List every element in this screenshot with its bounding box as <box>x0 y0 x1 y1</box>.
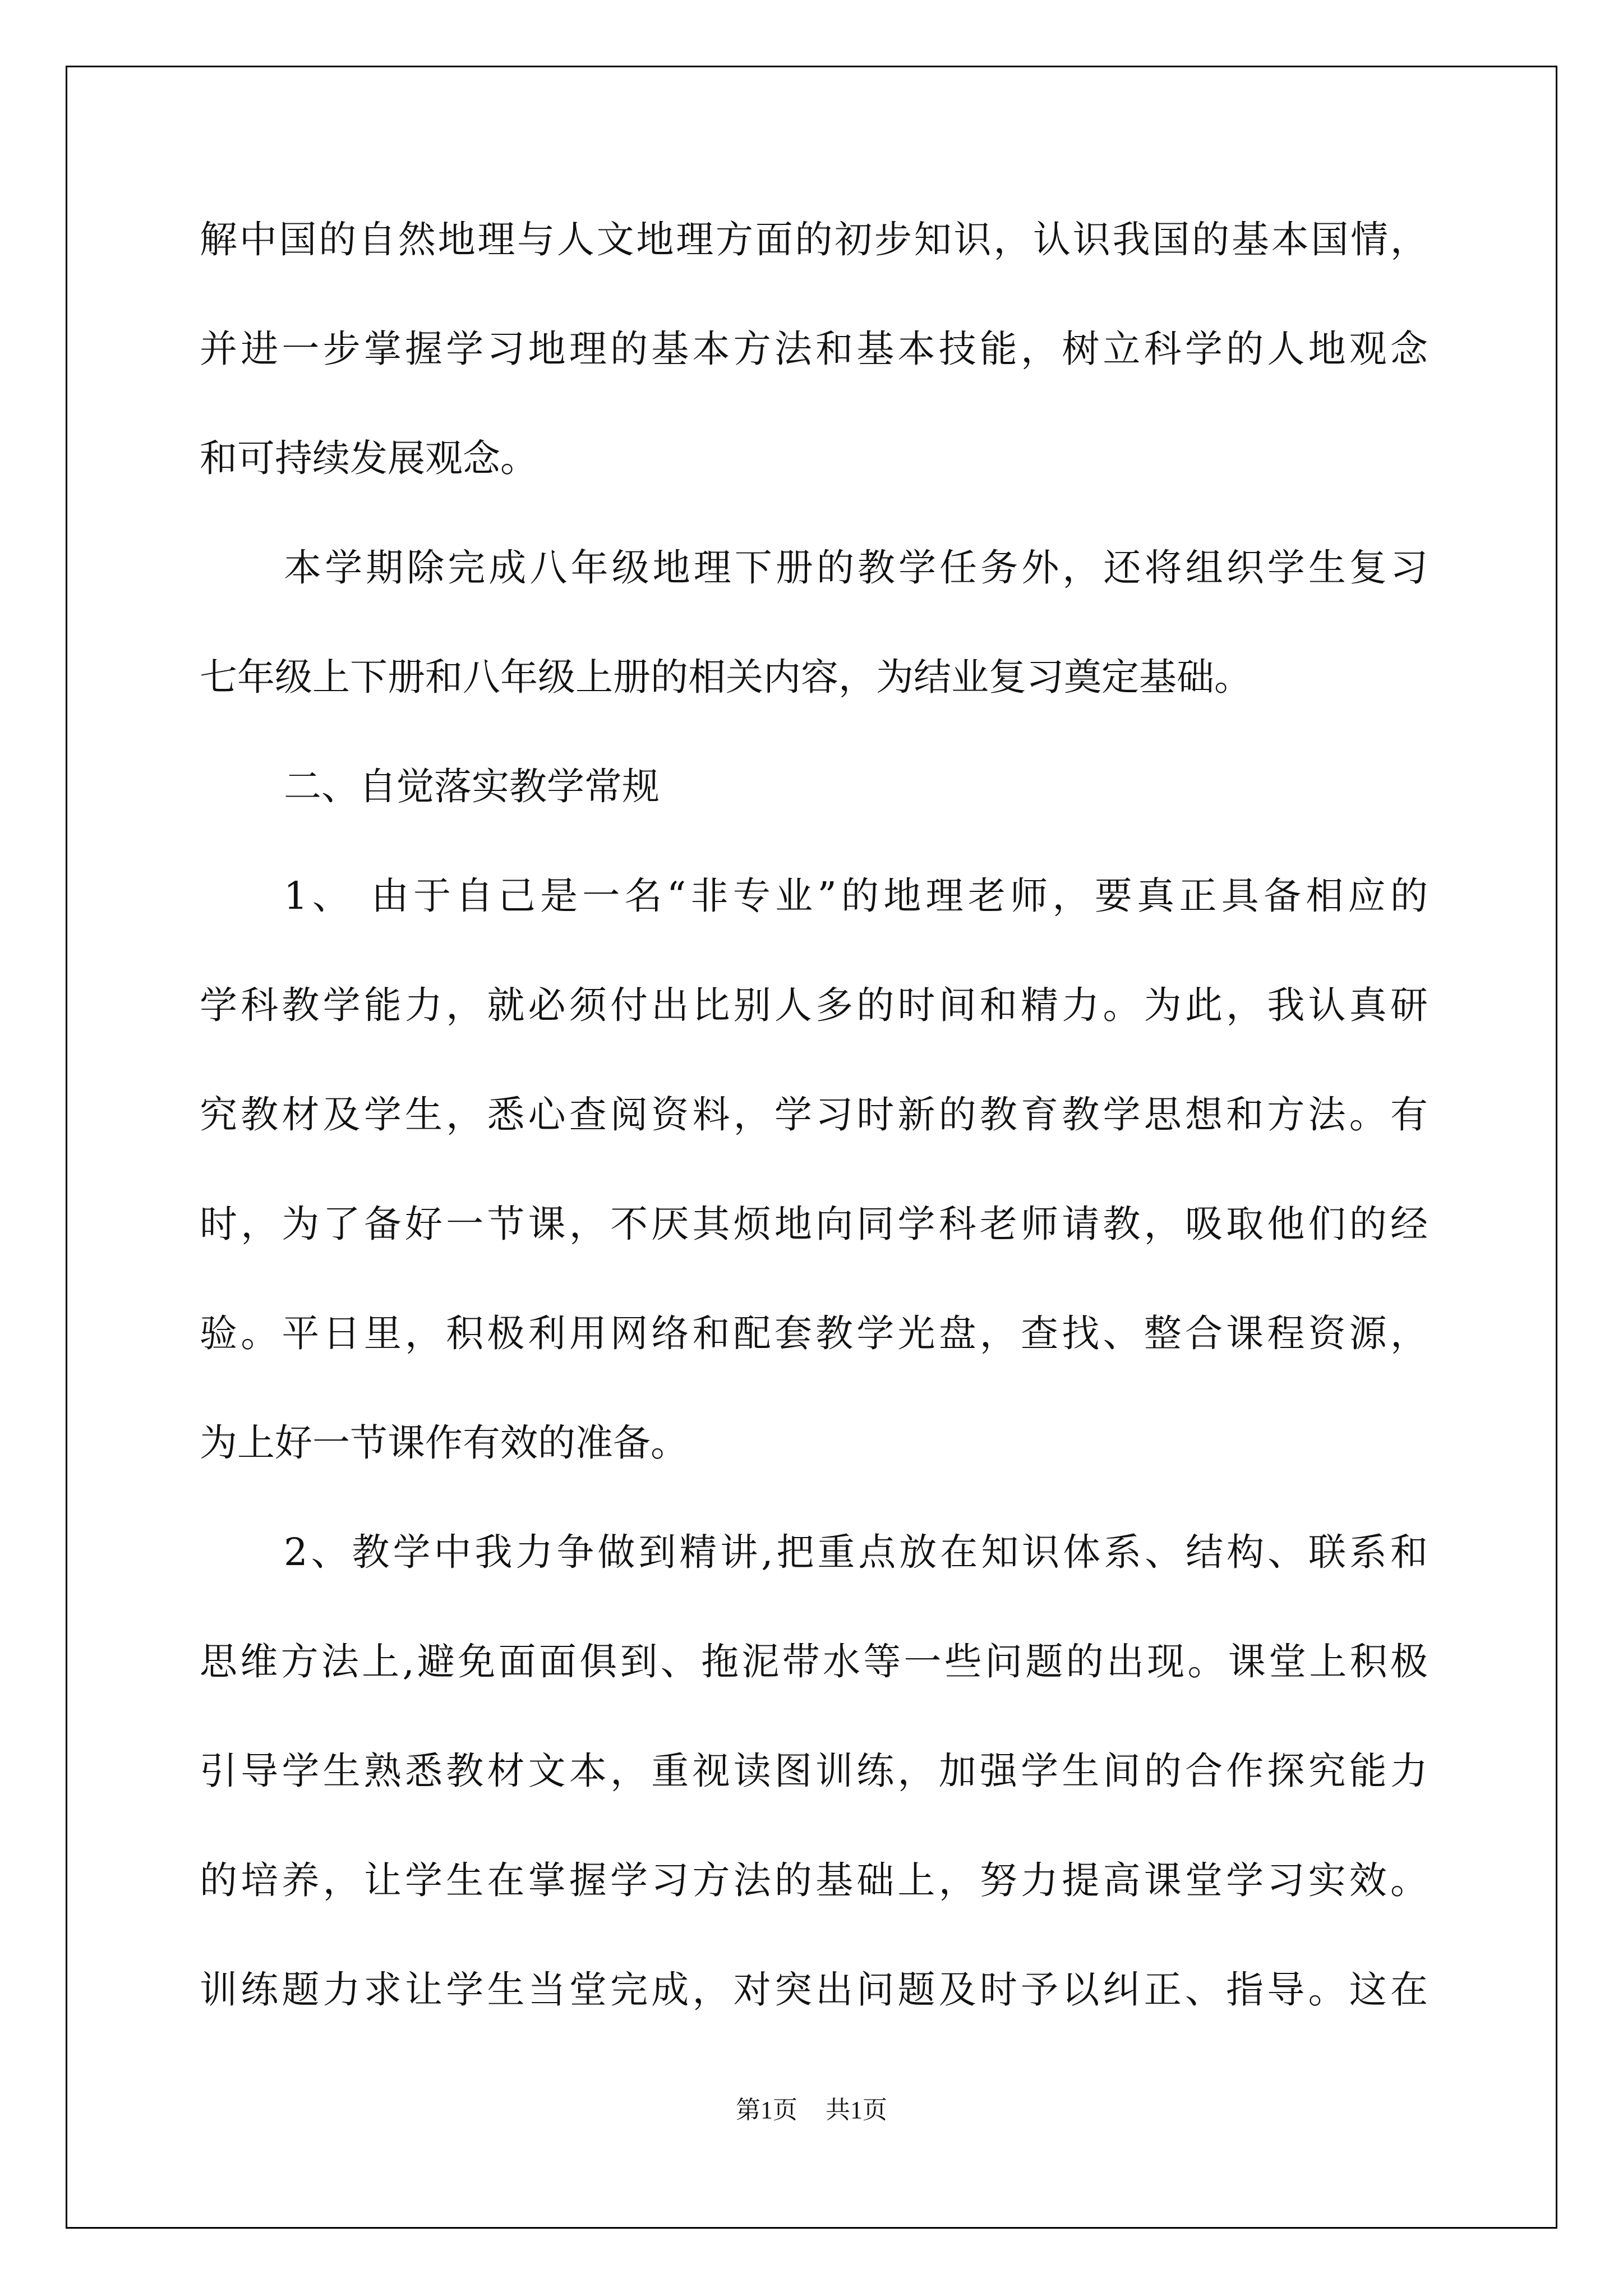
text-line: 思维方法上,避免面面俱到、拖泥带水等一些问题的出现。课堂上积极 <box>200 1640 1428 1683</box>
text-line: 1、 由于自己是一名“非专业”的地理老师，要真正具备相应的 <box>284 874 1428 918</box>
text-line: 学科教学能力，就必须付出比别人多的时间和精力。为此，我认真研 <box>200 983 1428 1027</box>
page-footer <box>0 2090 1623 2125</box>
text-line: 并进一步掌握学习地理的基本方法和基本技能，树立科学的人地观念 <box>200 327 1428 371</box>
text-line: 七年级上下册和八年级上册的相关内容，为结业复习奠定基础。 <box>200 655 1252 699</box>
text-line: 解中国的自然地理与人文地理方面的初步知识，认识我国的基本国情， <box>200 218 1428 261</box>
document-body <box>200 197 1428 2057</box>
text-line: 为上好一节课作有效的准备。 <box>200 1421 688 1465</box>
page-total: 共1页 <box>826 2096 887 2124</box>
text-line: 训练题力求让学生当堂完成，对突出问题及时予以纠正、指导。这在 <box>200 1968 1428 2012</box>
section-heading: 二、自觉落实教学常规 <box>284 765 660 808</box>
text-line: 本学期除完成八年级地理下册的教学任务外，还将组织学生复习 <box>284 546 1428 590</box>
text-line: 和可持续发展观念。 <box>200 436 538 480</box>
text-line: 时，为了备好一节课，不厌其烦地向同学科老师请教，吸取他们的经 <box>200 1202 1428 1246</box>
text-line: 究教材及学生，悉心查阅资料，学习时新的教育教学思想和方法。有 <box>200 1093 1428 1137</box>
text-line: 的培养，让学生在掌握学习方法的基础上，努力提高课堂学习实效。 <box>200 1858 1428 1902</box>
text-line: 引导学生熟悉教材文本，重视读图训练，加强学生间的合作探究能力 <box>200 1749 1428 1793</box>
page-number: 第1页 <box>736 2096 797 2124</box>
text-line: 验。平日里，积极利用网络和配套教学光盘，查找、整合课程资源， <box>200 1312 1428 1355</box>
text-line: 2、教学中我力争做到精讲,把重点放在知识体系、结构、联系和 <box>284 1530 1428 1574</box>
